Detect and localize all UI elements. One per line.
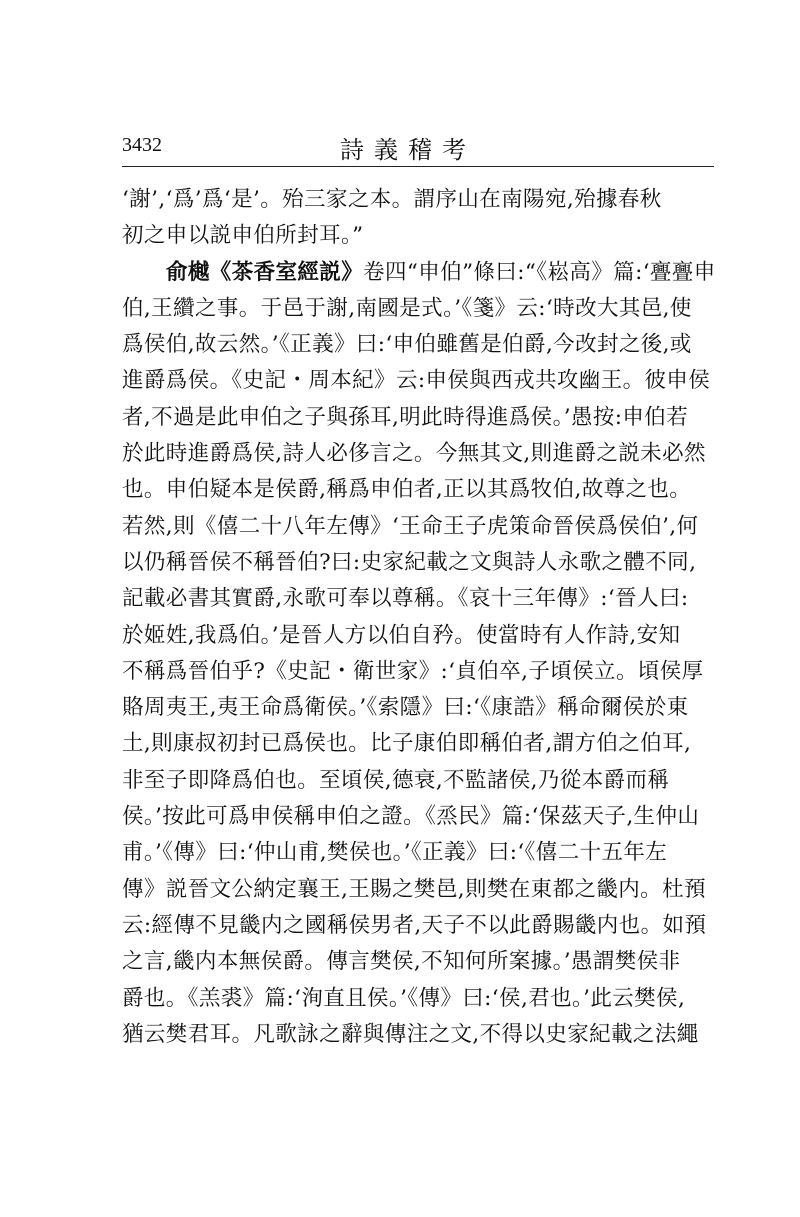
text-line: 者,不過是此申伯之子與孫耳,明此時得進爲侯。’愚按:申伯若 <box>122 404 689 430</box>
text-line: 也。申伯疑本是侯爵,稱爲申伯者,正以其爲牧伯,故尊之也。 <box>122 477 692 503</box>
body-text <box>122 182 722 1053</box>
text-line: 不稱爲晉伯乎?《史記・衛世家》:‘貞伯卒,子頃侯立。頃侯厚 <box>122 658 704 684</box>
text-line: 賂周夷王,夷王命爲衛侯。’《索隱》曰:‘《康誥》稱命爾侯於東 <box>122 695 689 721</box>
text-line: 非至子即降爲伯也。至頃侯,德衰,不監諸侯,乃從本爵而稱 <box>122 767 670 793</box>
page-number: 3432 <box>122 134 162 156</box>
text-line: 進爵爲侯。《史記・周本紀》云:申侯與西戎共攻幽王。彼申侯 <box>122 368 711 394</box>
text-line: 記載必書其實爵,永歌可奉以尊稱。《哀十三年傳》:‘晉人曰: <box>122 586 689 612</box>
running-title: 詩義稽考 <box>340 136 476 164</box>
text-line: 爲侯伯,故云然。’《正義》曰:‘申伯雖舊是伯爵,今改封之後,或 <box>122 332 692 358</box>
text-line: 云:經傳不見畿内之國稱侯男者,天子不以此爵賜畿内也。如預 <box>122 912 707 938</box>
header-rule <box>122 166 714 167</box>
text-line: 於姬姓,我爲伯。’是晉人方以伯自矜。使當時有人作詩,安知 <box>122 622 681 648</box>
text-line: 猶云樊君耳。凡歌詠之辭與傳注之文,不得以史家紀載之法繩 <box>122 1021 699 1047</box>
text-line: 侯。’按此可爲申侯稱申伯之證。《烝民》篇:‘保茲天子,生仲山 <box>122 804 700 830</box>
text-line: 俞樾《茶香室經説》卷四“申伯”條曰:“《崧高》篇:‘亹亹申 <box>166 259 716 285</box>
text-line: 初之申以説申伯所封耳。” <box>122 223 364 249</box>
text-line: 若然,則《僖二十八年左傳》‘王命王子虎策命晉侯爲侯伯’,何 <box>122 513 699 539</box>
cited-work-title: 俞樾《茶香室經説》 <box>166 259 364 285</box>
text-line: 爵也。《羔裘》篇:‘洵直且侯。’《傳》曰:‘侯,君也。’此云樊侯, <box>122 985 686 1011</box>
text-line: 甫。’《傳》曰:‘仲山甫,樊侯也。’《正義》曰:‘《僖二十五年左 <box>122 840 668 866</box>
text-line: 之言,畿内本無侯爵。傳言樊侯,不知何所案據。’愚謂樊侯非 <box>122 949 681 975</box>
text-line: 土,則康叔初封已爲侯也。比子康伯即稱伯者,謂方伯之伯耳, <box>122 731 692 757</box>
text-line: 伯,王纘之事。于邑于謝,南國是式。’《箋》云:‘時改大其邑,使 <box>122 295 692 321</box>
text-line: 以仍稱晉侯不稱晉伯?曰:史家紀載之文與詩人永歌之體不同, <box>122 549 697 575</box>
text-line: ‘謝’,‘爲’爲‘是’。殆三家之本。謂序山在南陽宛,殆據春秋 <box>122 187 662 212</box>
text-line: 傳》説晉文公納定襄王,王賜之樊邑,則樊在東都之畿内。杜預 <box>122 876 706 902</box>
text-line: 於此時進爵爲侯,詩人必侈言之。今無其文,則進爵之説未必然 <box>122 441 706 467</box>
